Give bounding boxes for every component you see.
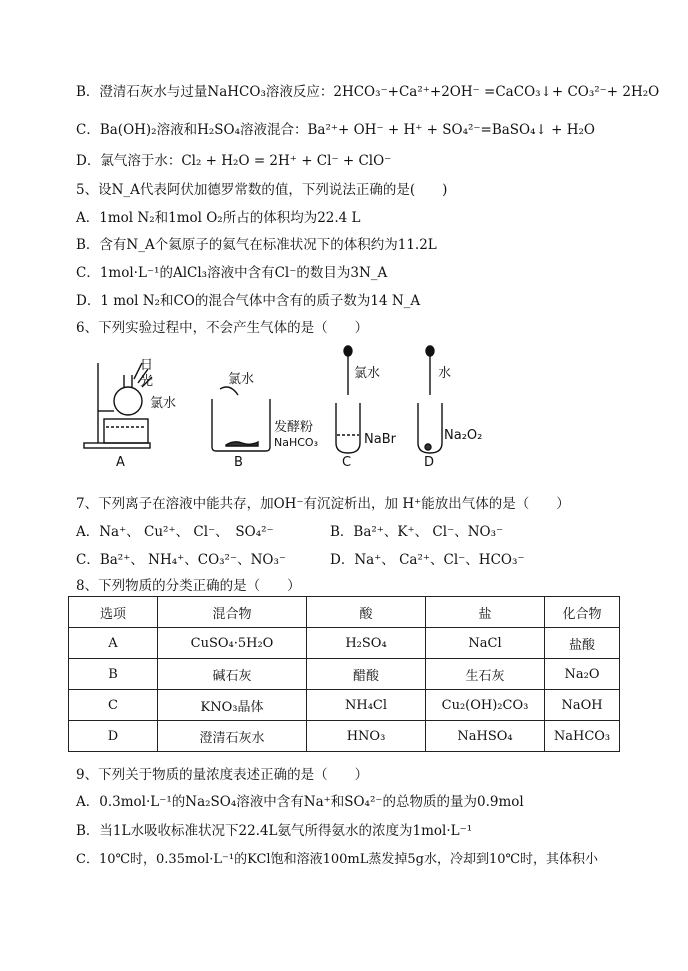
q5-stem: 5、设N_A代表阿伏加德罗常数的值，下列说法正确的是( ) — [76, 182, 448, 198]
table-cell: CuSO₄·5H₂O — [158, 628, 307, 659]
q5-option-b: B．含有N_A个氦原子的氦气在标准状况下的体积约为11.2L — [76, 237, 437, 253]
label-d-chem: 水 — [438, 366, 452, 381]
apparatus-b — [212, 387, 270, 451]
q7-option-d: D．Na⁺、 Ca²⁺、Cl⁻、HCO₃⁻ — [330, 552, 525, 568]
table-row — [69, 721, 620, 752]
q7-option-a: A．Na⁺、 Cu²⁺、 Cl⁻、 SO₄²⁻ — [76, 524, 274, 540]
q9-stem: 9、下列关于物质的量浓度表述正确的是（ ） — [76, 767, 369, 783]
q6-apparatus-figure — [70, 343, 490, 471]
label-b-powder: 发酵粉 — [274, 420, 314, 435]
q4-option-c: C．Ba(OH)₂溶液和H₂SO₄溶液混合：Ba²⁺+ OH⁻ + H⁺ + SO₄²⁻=BaSO₄↓ + H₂O — [76, 122, 595, 138]
label-d: D — [424, 455, 435, 470]
q5-option-d: D．1 mol N₂和CO的混合气体中含有的质子数为14 N_A — [76, 293, 421, 309]
label-b: B — [234, 455, 243, 470]
table-cell: NH₄Cl — [307, 690, 426, 721]
apparatus-c — [336, 346, 360, 453]
q4-option-b: B．澄清石灰水与过量NaHCO₃溶液反应：2HCO₃⁻+Ca²⁺+2OH⁻ =CaCO₃↓+ CO₃²⁻+ 2H₂O — [76, 84, 660, 100]
table-cell: HNO₃ — [307, 721, 426, 752]
header-option: 选项 — [69, 597, 158, 628]
table-cell: KNO₃晶体 — [158, 690, 307, 721]
label-c-chem: 氯水 — [354, 366, 381, 381]
table-cell: Cu₂(OH)₂CO₃ — [426, 690, 545, 721]
classification-table — [68, 596, 620, 752]
q7-option-b: B．Ba²⁺、K⁺、 Cl⁻、NO₃⁻ — [330, 524, 504, 540]
table-cell: C — [69, 690, 158, 721]
table-cell: H₂SO₄ — [307, 628, 426, 659]
table-header-row — [69, 597, 620, 628]
table-row — [69, 659, 620, 690]
table-cell: 碱石灰 — [158, 659, 307, 690]
label-a-sun: 日 — [140, 358, 154, 373]
table-cell: 醋酸 — [307, 659, 426, 690]
header-salt: 盐 — [426, 597, 545, 628]
label-d-reagent: Na₂O₂ — [444, 428, 483, 443]
header-compound: 化合物 — [545, 597, 620, 628]
label-c: C — [342, 455, 352, 470]
table-cell: D — [69, 721, 158, 752]
header-mixture: 混合物 — [158, 597, 307, 628]
q9-option-a: A．0.3mol·L⁻¹的Na₂SO₄溶液中含有Na⁺和SO₄²⁻的总物质的量为0.9mol — [76, 794, 524, 810]
label-a-light: 光 — [140, 374, 154, 389]
q7-stem: 7、下列离子在溶液中能共存，加OH⁻有沉淀析出，加 H⁺能放出气体的是（ ） — [76, 496, 570, 512]
table-cell: 盐酸 — [545, 628, 620, 659]
table-cell: A — [69, 628, 158, 659]
table-cell: 生石灰 — [426, 659, 545, 690]
q9-option-b: B．当1L水吸收标准状况下22.4L氨气所得氨水的浓度为1mol·L⁻¹ — [76, 823, 473, 839]
apparatus-d — [418, 346, 442, 453]
table-cell: NaHSO₄ — [426, 721, 545, 752]
table-cell: NaCl — [426, 628, 545, 659]
q4-option-d: D．氯气溶于水：Cl₂ + H₂O = 2H⁺ + Cl⁻ + ClO⁻ — [76, 153, 392, 169]
table-row — [69, 628, 620, 659]
q9-option-c: C．10℃时，0.35mol·L⁻¹的KCl饱和溶液100mL蒸发掉5g水，冷却到10℃时，其体积小 — [76, 852, 599, 867]
table-cell: 澄清石灰水 — [158, 721, 307, 752]
table-cell: NaOH — [545, 690, 620, 721]
q5-option-c: C．1mol·L⁻¹的AlCl₃溶液中含有Cl⁻的数目为3N_A — [76, 265, 388, 281]
table-cell: NaHCO₃ — [545, 721, 620, 752]
label-b-formula: NaHCO₃ — [274, 436, 318, 449]
q6-stem: 6、下列实验过程中，不会产生气体的是（ ） — [76, 320, 369, 336]
header-acid: 酸 — [307, 597, 426, 628]
label-a-chem: 氯水 — [150, 396, 177, 411]
q8-stem: 8、下列物质的分类正确的是（ ） — [76, 578, 301, 594]
q5-option-a: A．1mol N₂和1mol O₂所占的体积均为22.4 L — [76, 210, 361, 226]
table-row — [69, 690, 620, 721]
label-c-reagent: NaBr — [364, 432, 396, 447]
q7-option-c: C．Ba²⁺、 NH₄⁺、CO₃²⁻、NO₃⁻ — [76, 552, 287, 568]
label-b-chem: 氯水 — [228, 372, 255, 387]
table-cell: Na₂O — [545, 659, 620, 690]
table-cell: B — [69, 659, 158, 690]
label-a: A — [116, 455, 125, 470]
